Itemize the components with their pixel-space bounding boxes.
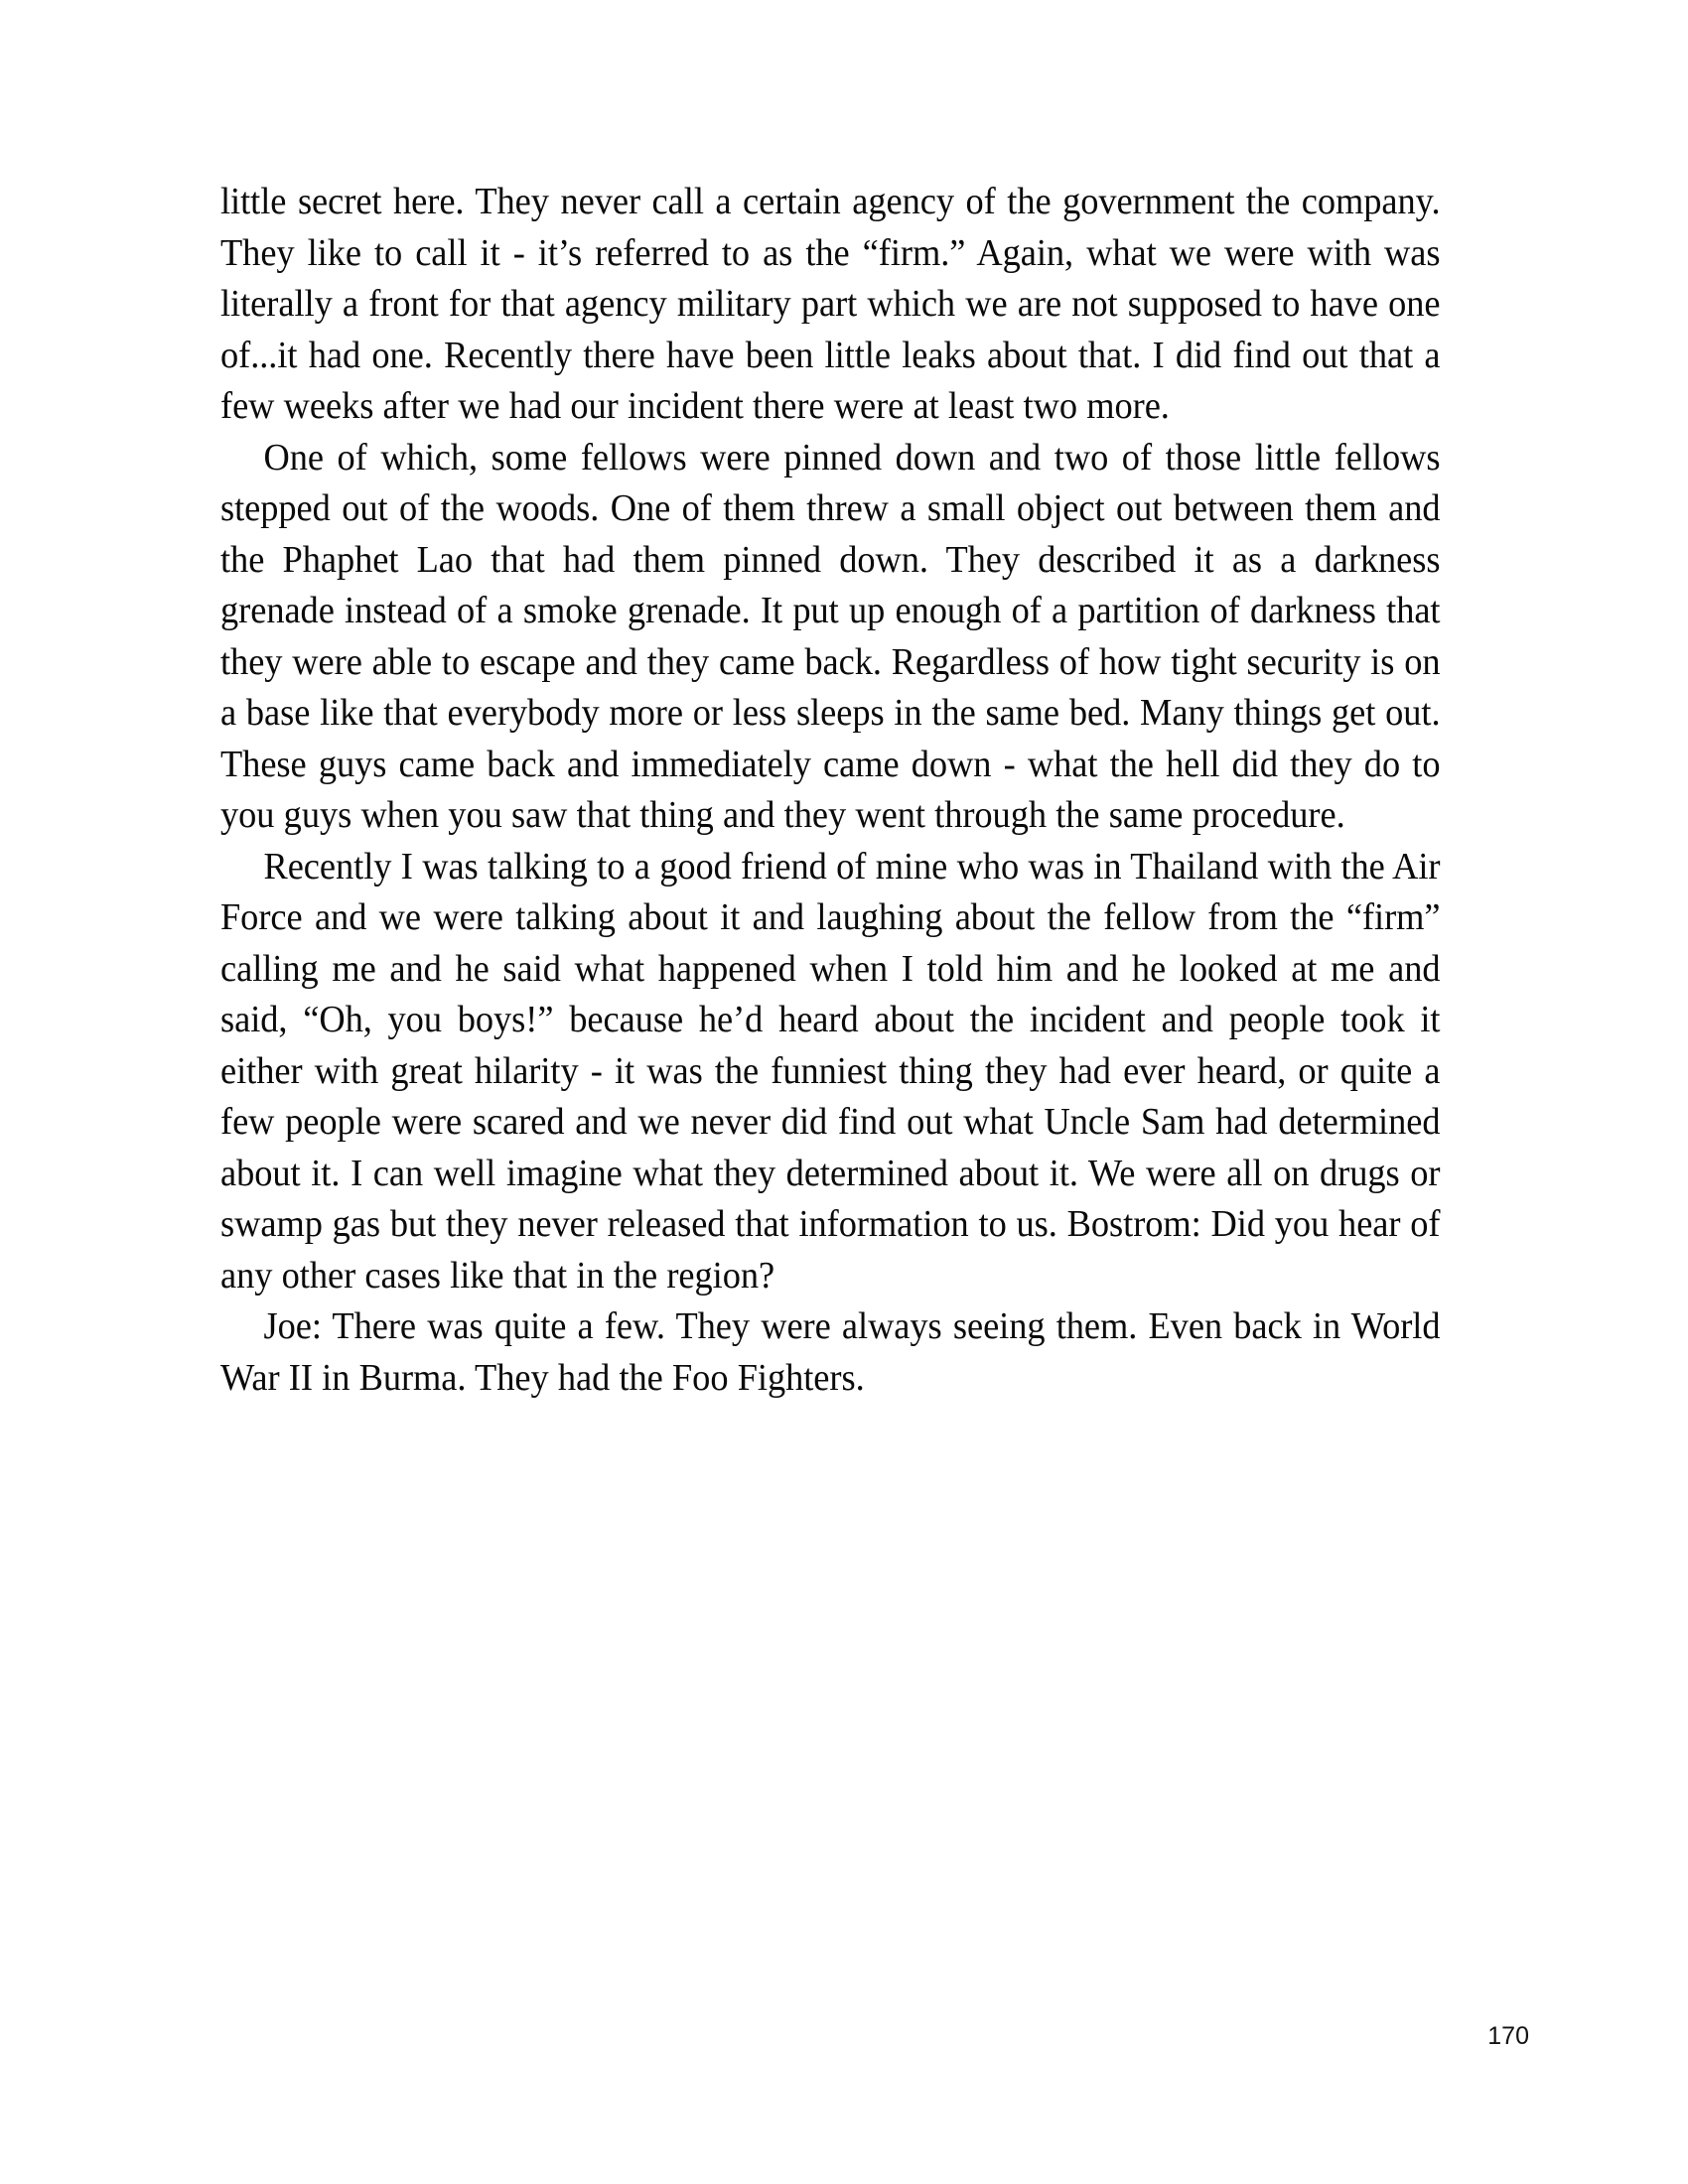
page-number: 170	[1487, 2022, 1529, 2050]
paragraph-2: One of which, some fellows were pinned down and two of those little fellows stepped out of the woods. One of them threw a small object out between them and the Phaphet Lao that had them pinned down. They described it as a darkness grenade instead of a smoke grenade. It put up enough of a partition of darkness that they were able to escape and they came back. Regardless of how tight security is on a base like that everybody more or less sleeps in the same bed. Many things get out. These guys came back and immediately came down - what the hell did they do to you guys when you saw that thing and they went through the same procedure.	[220, 436, 1441, 836]
paragraph-3: Recently I was talking to a good friend of mine who was in Thailand with the Air Force and we were talking about it and laughing about the fellow from the “firm” calling me and he said what happened when I told him and he looked at me and said, “Oh, you boys!” because he’d heard about the incident and people took it either with great hilarity - it was the funniest thing they had ever heard, or quite a few people were scared and we never did find out what Uncle Sam had determined about it. I can well imagine what they determined about it. We were all on drugs or swamp gas but they never released that information to us. Bostrom: Did you hear of any other cases like that in the region?	[220, 845, 1441, 1297]
paragraph-1: little secret here. They never call a certain agency of the government the company. They like to call it - it’s referred to as the “firm.” Again, what we were with was literally a front for that agency military part which we are not supposed to have one of...it had one. Recently there have been little leaks about that. I did find out that a few weeks after we had our incident there were at least two more.	[220, 181, 1441, 427]
paragraph-4: Joe: There was quite a few. They were always seeing them. Even back in World War II in Burma. They had the Foo Fighters.	[220, 1305, 1441, 1399]
page-text-block	[220, 177, 1511, 1404]
